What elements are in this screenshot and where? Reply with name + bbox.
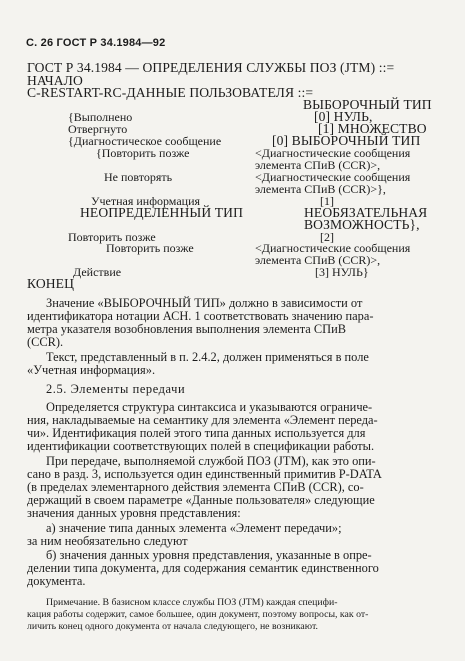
asn-line-14-right: [3] НУЛЬ} xyxy=(315,265,369,279)
asn-line-7-right: элемента СПиВ (CCR)>}, xyxy=(255,182,386,196)
asn-line-4-left: {Повторить позже xyxy=(96,146,190,160)
asn-line-2-right: [1] МНОЖЕСТВО xyxy=(318,121,427,136)
paragraph-1-line-3: метра указателя возобновления выполнения элемента СПиВ xyxy=(27,322,346,336)
asn-line-12-left: Повторить позже xyxy=(106,241,194,255)
asn-line-14-left: Действие xyxy=(73,265,122,279)
asn-line-2-left: Отвергнуто xyxy=(68,122,128,136)
paragraph-4-line-2: сано в разд. 3, используется один единственный примитив P-DATA xyxy=(27,467,382,481)
paragraph-1-line-2: идентификатора нотации АСН. 1 соответствовать значению пара- xyxy=(27,309,374,323)
paragraph-1-line-4: (CCR). xyxy=(27,335,64,349)
paragraph-3-line-2: ния, накладываемые на семантику для элемента «Элемент переда- xyxy=(27,413,378,427)
section-heading: 2.5. Элементы передачи xyxy=(46,382,186,396)
paragraph-4-line-3: (в пределах элементарного действия элемента СПиВ (CCR), со- xyxy=(27,480,364,494)
asn-line-8-right: [1] xyxy=(320,194,334,208)
paragraph-1-line-1: Значение «ВЫБОРОЧНЫЙ ТИП» должно в зависимости от xyxy=(46,296,363,310)
asn-line-13-right: элемента СПиВ (CCR)>, xyxy=(255,253,381,267)
page-header: С. 26 ГОСТ Р 34.1984—92 xyxy=(26,37,166,49)
list-item-a-continuation: за ним необязательно следуют xyxy=(27,534,188,548)
asn-line-8-left: Учетная информация xyxy=(91,194,201,208)
asn-line-10-right: ВОЗМОЖНОСТЬ}, xyxy=(304,217,420,232)
asn-line-3-right: [0] ВЫБОРОЧНЫЙ ТИП xyxy=(272,133,421,148)
definition-title-line2: НАЧАЛО xyxy=(27,73,83,88)
definition-title-line3: C-RESTART-RC-ДАННЫЕ ПОЛЬЗОВАТЕЛЯ ::= xyxy=(27,85,314,100)
paragraph-3-line-4: идентификации соответствующих полей в спецификации работы. xyxy=(27,439,375,453)
paragraph-2-line-2: «Учетная информация». xyxy=(27,363,156,377)
paragraph-3-line-3: чи». Идентификация полей этого типа данных используется для xyxy=(27,426,366,440)
paragraph-4-line-4: держащий в своем параметре «Данные пользователя» следующие xyxy=(27,493,375,507)
paragraph-4-line-1: При передаче, выполняемой службой ПОЗ (JTM), как это опи- xyxy=(46,454,376,468)
asn-line-11-left: Повторить позже xyxy=(68,230,156,244)
asn-line-11-right: [2] xyxy=(320,230,334,244)
asn-line-9-left: НЕОПРЕДЕЛЕННЫЙ ТИП xyxy=(80,205,243,220)
note-line-2: кация работы содержит, самое большее, один документ, поэтому вопросы, как от- xyxy=(27,609,369,620)
note-line-1: Примечание. В базисном классе службы ПОЗ (JTM) каждая специфи- xyxy=(46,597,338,608)
definition-end: КОНЕЦ xyxy=(27,276,74,291)
asn-line-1-left: {Выполнено xyxy=(68,110,133,124)
paragraph-4-line-5: значения данных уровня представления: xyxy=(27,506,241,520)
asn-line-6-left: Не повторять xyxy=(104,170,173,184)
note-line-3: личить конец одного документа от начала следующего, не возникают. xyxy=(27,621,318,632)
choice-type: ВЫБОРОЧНЫЙ ТИП xyxy=(303,97,432,112)
paragraph-3-line-1: Определяется структура синтаксиса и указываются ограниче- xyxy=(46,400,373,414)
list-item-b-line-2: делении типа документа, для содержания семантик единственного xyxy=(27,561,379,575)
list-item-b-line-1: б) значения данных уровня представления, указанные в опре- xyxy=(46,548,372,562)
asn-line-6-right: <Диагностические сообщения xyxy=(255,170,411,184)
asn-line-4-right: <Диагностические сообщения xyxy=(255,146,411,160)
list-item-b-line-3: документа. xyxy=(27,574,86,588)
asn-line-3-left: {Диагностическое сообщение xyxy=(68,134,222,148)
asn-line-1-right: [0] НУЛЬ, xyxy=(314,109,373,124)
asn-line-5-right: элемента СПиВ (CCR)>, xyxy=(255,158,381,172)
asn-line-12-right: <Диагностические сообщения xyxy=(255,241,411,255)
asn-line-9-right: НЕОБЯЗАТЕЛЬНАЯ xyxy=(304,205,428,220)
definition-title-line1: ГОСТ Р 34.1984 — ОПРЕДЕЛЕНИЯ СЛУЖБЫ ПОЗ (JTM) ::= xyxy=(27,60,395,75)
list-item-a: а) значение типа данных элемента «Элемент передачи»; xyxy=(46,521,342,535)
paragraph-2-line-1: Текст, представленный в п. 2.4.2, должен применяться в поле xyxy=(46,350,369,364)
